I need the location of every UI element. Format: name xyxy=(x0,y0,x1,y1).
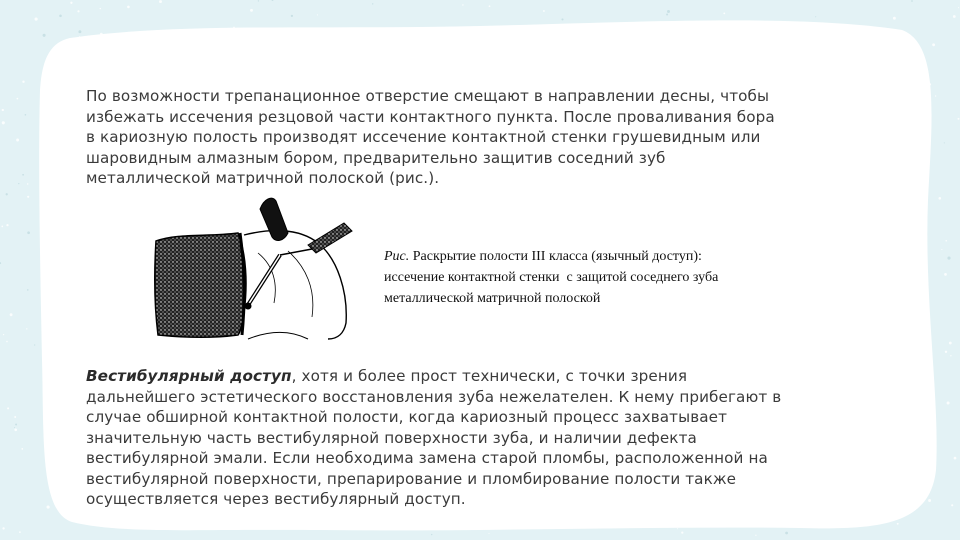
caption-lead: Рис. xyxy=(384,249,410,264)
paragraph-line-rest: , хотя и более прост технически, с точки зрения xyxy=(291,367,688,385)
paragraph-line: вестибулярной эмали. Если необходима замена старой пломбы, расположенной на xyxy=(86,449,768,467)
paragraph-line: значительную часть вестибулярной поверхности зуба, и наличии дефекта xyxy=(86,428,697,447)
caption-line: иссечение контактной стенки с защитой соседнего зуба xyxy=(384,270,719,285)
paragraph-first-line xyxy=(86,366,886,387)
paragraph-lingual-access xyxy=(86,86,876,189)
paragraph-line: вестибулярной поверхности, препарирование и пломбирование полости также xyxy=(86,469,737,488)
term-vestibular-access: Вестибулярный доступ xyxy=(86,367,292,385)
paragraph-line: металлической матричной полоской (рис.). xyxy=(86,169,440,187)
paragraph-line: По возможности трепанационное отверстие смещают в направлении десны, чтобы xyxy=(86,87,770,105)
paragraph-line: осуществляется через вестибулярный доступ. xyxy=(86,490,466,508)
paragraph-line: случае обширной контактной полости, когда кариозный процесс захватывает xyxy=(86,408,728,426)
tooth-cavity-illustration xyxy=(148,193,360,343)
figure-caption xyxy=(384,246,844,309)
paragraph-line: шаровидным алмазным бором, предварительно защитив соседний зуб xyxy=(86,148,666,167)
caption-line: металлической матричной полоской xyxy=(384,291,601,306)
paragraph-line: избежать иссечения резцовой части контактного пункта. После проваливания бора xyxy=(86,107,775,126)
paragraph-line: дальнейшего эстетического восстановления зуба нежелателен. К нему прибегают в xyxy=(86,387,782,406)
paragraph-vestibular-access xyxy=(86,366,886,510)
paragraph-line: в кариозную полость производят иссечение контактной стенки грушевидным или xyxy=(86,128,761,146)
caption-line: Раскрытие полости III класса (язычный доступ): xyxy=(412,249,702,264)
